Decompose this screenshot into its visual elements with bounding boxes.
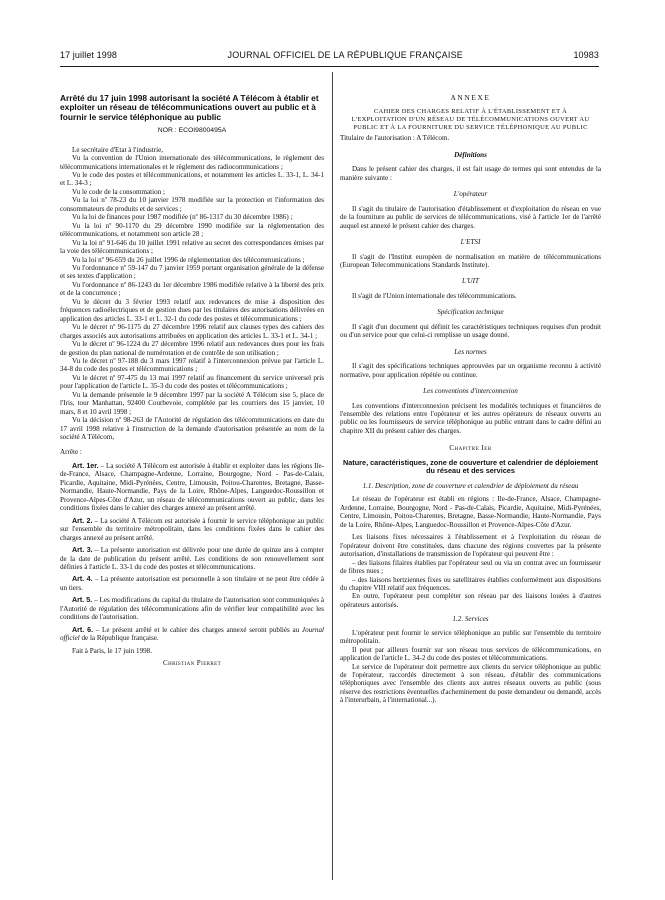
article-text: – Le présent arrêté et le cahier des charges annexé seront publiés au bbox=[93, 625, 302, 634]
visa-paragraph: Vu la loi nº 90-1170 du 29 décembre 1990 modifiée sur la réglementation des télécommunications, et notamment son article 28 ; bbox=[60, 221, 324, 239]
def-heading-operateur: L'opérateur bbox=[453, 190, 488, 199]
article-label: Art. 2. bbox=[72, 516, 93, 525]
article-label: Art. 6. bbox=[72, 625, 94, 634]
list-item: – des liaisons filaires établies par l'opérateur seul ou via un contrat avec un fournisseur de fibres nues ; bbox=[340, 558, 601, 576]
liaisons-paragraph: Les liaisons fixes nécessaires à l'établissement et à l'exploitation du réseau de l'opérateur doivent être constituées, dans chacune des régions couvertes par la présente autorisation, d'installations de transmission de l'opérateur qui peuvent être : bbox=[340, 533, 601, 559]
def-heading-spec: Spécification technique bbox=[437, 308, 504, 317]
article-label: Art. 5. bbox=[72, 596, 93, 605]
header-rule bbox=[60, 66, 599, 67]
article-label: Art. 4. bbox=[72, 575, 93, 584]
section-1-1-heading: 1.1. Description, zone de couverture et calendrier de déploiement du réseau bbox=[362, 481, 579, 490]
signature: Christian Pierret bbox=[162, 659, 222, 668]
header-page-number: 10983 bbox=[573, 50, 599, 60]
visa-paragraph: Vu la loi de finances pour 1987 modifiée (nº 86-1317 du 30 décembre 1986) ; bbox=[72, 213, 293, 222]
nor-reference: NOR : ECOI9800495A bbox=[157, 127, 227, 135]
arrete-heading: Arrête : bbox=[60, 447, 82, 456]
header-journal-title: JOURNAL OFFICIEL DE LA RÉPUBLIQUE FRANÇAISE bbox=[227, 50, 463, 60]
article-4 bbox=[60, 575, 324, 592]
def-heading-uit: L'UIT bbox=[462, 277, 479, 286]
chapitre-title: Nature, caractéristiques, zone de couverture et calendrier de déploiement du réseau et des services bbox=[342, 457, 599, 476]
visa-paragraph: Vu la loi nº 78-23 du 10 janvier 1978 modifiée sur la protection et l'information des consommateurs de produits et de services ; bbox=[60, 196, 324, 213]
def-text-uit: Il s'agit de l'Union internationale des télécommunications. bbox=[352, 291, 517, 300]
column-divider bbox=[332, 72, 333, 880]
page-header bbox=[60, 50, 599, 64]
right-column bbox=[340, 94, 601, 705]
visa-paragraph: Vu le décret nº 96-1224 du 27 décembre 1996 relatif aux redevances dues pour les frais de gestion du plan national de numérotation et de contrôle de son utilisation ; bbox=[60, 340, 324, 357]
definitions-heading: Définitions bbox=[454, 150, 487, 159]
visa-paragraph: Vu le code des postes et télécommunications, et notamment les articles L. 33-1, L. 34-1 et L. 34-3 ; bbox=[60, 171, 324, 188]
visa-paragraph: Vu la convention de l'Union internationale des télécommunications, le règlement des télécommunications internationales et le règlement des radiocommunications ; bbox=[60, 154, 324, 171]
journal-officiel-italic: Journal officiel bbox=[60, 625, 324, 643]
visa-paragraph: Vu le décret nº 96-1175 du 27 décembre 1996 relatif aux clauses types des cahiers des charges associés aux autorisations attribuées en application des articles L. 33-1 et L. 34-1 ; bbox=[60, 323, 324, 340]
def-heading-conventions: Les conventions d'interconnexion bbox=[423, 387, 518, 396]
visa-paragraph: Vu l'ordonnance nº 86-1243 du 1er décembre 1986 modifiée relative à la liberté des prix et de la concurrence ; bbox=[60, 280, 324, 298]
services-paragraph: Il peut par ailleurs fournir sur son réseau tous services de télécommunications, en application de l'article L. 34-2 du code des postes et télécommunications. bbox=[340, 645, 601, 663]
def-text-etsi: Il s'agit de l'Institut européen de normalisation en matière de télécommunications (European Telecommunications Standards Institute). bbox=[340, 252, 601, 269]
visa-paragraph: Vu le code de la consommation ; bbox=[72, 187, 165, 196]
list-item: – des liaisons hertziennes fixes ou satellitaires établies conformément aux dispositions du chapitre VIII relatif aux fréquences. bbox=[340, 575, 601, 592]
chapitre-heading: Chapitre Ier bbox=[449, 444, 492, 453]
def-text-spec: Il s'agit d'un document qui définit les caractéristiques techniques requises d'un produit ou d'un service pour que celui-ci remplisse un usage donné. bbox=[340, 322, 601, 340]
visa-paragraph: Vu la loi nº 91-646 du 10 juillet 1991 relative au secret des correspondances émises par la voie des télécommunications ; bbox=[60, 238, 324, 256]
annexe-heading: ANNEXE bbox=[450, 93, 491, 102]
def-text-operateur: Il s'agit du titulaire de l'autorisation d'établissement et d'exploitation du réseau en vue de la fourniture au public de services de télécommunications, visé à l'article 1er de l'arrêté auquel est annexé le présent cahier des charges. bbox=[340, 204, 601, 230]
article-text: – La présente autorisation est délivrée pour une durée de quinze ans à compter de la date de publication du présent arrêté. Les conditions de son renouvellement sont définies à l'article L. 33-1 du code des postes et télécommunications. bbox=[60, 546, 324, 571]
def-heading-etsi: L'ETSI bbox=[460, 238, 481, 247]
titulaire: Titulaire de l'autorisation : A Télécom. bbox=[340, 134, 450, 143]
visa-paragraph: Vu la décision nº 98-263 de l'Autorité de régulation des télécommunications en date du 17 avril 1998 relative à l'instruction de la demande d'autorisation présentée au nom de la société A Télécom, bbox=[60, 416, 324, 442]
def-heading-normes: Les normes bbox=[454, 347, 487, 356]
reseau-paragraph: Le réseau de l'opérateur est établi en régions : Ile-de-France, Alsace, Champagne-Ardenne, Lorraine, Bourgogne, Nord - Pas-de-Calais, Picardie, Aquitaine, Midi-Pyrénées, Centre, Limousin, Poitou-Charentes, Bretagne, Basse-Normandie, Haute-Normandie, Pays de la Loire, Rhône-Alpes, Languedoc-Roussillon et Provence-Alpes-Côte d'Azur. bbox=[340, 495, 601, 529]
done-at: Fait à Paris, le 17 juin 1998. bbox=[72, 646, 152, 655]
article-3 bbox=[60, 546, 324, 571]
visa-paragraph: Vu le décret nº 97-475 du 13 mai 1997 relatif au financement du service universel pris pour l'application de l'article L. 35-3 du code des postes et télécommunications ; bbox=[60, 373, 324, 391]
visa-paragraph: Vu le décret du 3 février 1993 relatif aux redevances de mise à disposition des fréquences radioélectriques et de gestion dues par les titulaires des autorisations délivrées en application des articles L. 33-1 et L. 32-1 du code des postes et télécommunications ; bbox=[60, 297, 324, 323]
article-5 bbox=[60, 596, 324, 621]
visa-paragraph: Vu le décret nº 97-188 du 3 mars 1997 relatif à l'interconnexion prévue par l'article L. 34-8 du code des postes et télécommunications ; bbox=[60, 357, 324, 374]
article-1 bbox=[60, 462, 324, 513]
article-label: Art. 3. bbox=[72, 546, 93, 555]
header-date: 17 juillet 1998 bbox=[60, 50, 118, 60]
arrete-title: Arrêté du 17 juin 1998 autorisant la société A Télécom à établir et exploiter un réseau de télécommunications ouvert au public et à fournir le service téléphonique au public bbox=[60, 93, 319, 122]
article-text: – Les modifications du capital du titulaire de l'autorisation sont communiquées à l'Autorité de régulation des télécommunications afin de vérifier leur compatibilité avec les conditions de l'autorisation. bbox=[60, 596, 325, 622]
visa-paragraph: Vu l'ordonnance nº 59-147 du 7 janvier 1959 portant organisation générale de la défense et ses textes d'application ; bbox=[60, 264, 324, 281]
left-column bbox=[60, 94, 324, 668]
cahier-title: CAHIER DES CHARGES RELATIF À L'ÉTABLISSEMENT ET À L'EXPLOITATION D'UN RÉSEAU DE TÉLÉCOMMUNICATIONS OUVERT AU PUBLIC ET À LA FOURNITURE DU SERVICE TÉLÉPHONIQUE AU PUBLIC bbox=[351, 108, 590, 132]
article-2 bbox=[60, 517, 324, 542]
article-text: – La présente autorisation est personnelle à son titulaire et ne peut être cédée à un tiers. bbox=[60, 575, 324, 592]
def-text-normes: Il s'agit des spécifications techniques approuvées par un organisme reconnu à activité normative, pour application répétée ou continue. bbox=[340, 362, 601, 379]
entre-paragraph: En outre, l'opérateur peut compléter son réseau par des liaisons louées à d'autres opérateurs autorisés. bbox=[340, 592, 601, 609]
article-text: de la République française. bbox=[79, 634, 159, 643]
article-text: – La société A Télécom est autorisée à fournir le service téléphonique au public sur l'ensemble du territoire métropolitain, dans les conditions fixées dans le cahier des charges annexé au présent arrêté. bbox=[60, 516, 324, 542]
intro-paragraph: Le secrétaire d'Etat à l'industrie, bbox=[72, 145, 163, 154]
services-paragraph: L'opérateur peut fournir le service téléphonique au public sur l'ensemble du territoire métropolitain. bbox=[340, 628, 601, 646]
section-1-2-heading: 1.2. Services bbox=[452, 615, 489, 624]
def-text-conventions: Les conventions d'interconnexion précisent les modalités techniques et financières de l'ensemble des relations entre l'opérateur et les autres opérateurs de réseaux ouverts au public ou les fournisseurs de service téléphonique au public entrant dans le cadre défini au chapitre XII du présent cahier des charges. bbox=[340, 401, 601, 435]
article-label: Art. 1er. bbox=[72, 461, 99, 470]
article-text: – La société A Télécom est autorisée à établir et exploiter dans les régions Ile-de-France, Alsace, Champagne-Ardenne, Lorraine, Bourgogne, Nord - Pas-de-Calais, Picardie, Aquitaine, Midi-Pyrénées, Centre, Limousin, Poitou-Charentes, Bretagne, Basse-Normandie, Haute-Normandie, Pays de la Loire, Rhône-Alpes, Languedoc-Roussillon et Provence-Alpes-Côte d'Azur, un réseau de télécommunications ouvert au public, dans les conditions fixées dans le cahier des charges annexé au présent arrêté. bbox=[60, 461, 324, 513]
services-paragraph: Le service de l'opérateur doit permettre aux clients du service téléphonique au public de l'opérateur, raccordés directement à son réseau, d'établir des communications téléphoniques avec l'ensemble des clients aux autres réseaux ouverts au public (sous réserve des restrictions éventuelles d'acheminement du poste demandeur ou demandé, accès à l'interurbain, à l'international...). bbox=[340, 662, 601, 705]
visa-paragraph: Vu la demande présentée le 9 décembre 1997 par la société A Télécom sise 5, place de l'Iris, tour Manhattan, 92400 Courbevoie, complétée par les courriers des 15 janvier, 10 mars, 8 et 10 avril 1998 ; bbox=[60, 390, 324, 416]
article-6 bbox=[60, 626, 324, 643]
visa-paragraph: Vu la loi nº 96-659 du 26 juillet 1996 de réglementation des télécommunications ; bbox=[72, 255, 305, 264]
definitions-intro: Dans le présent cahier des charges, il est fait usage de termes qui sont entendus de la manière suivante : bbox=[340, 165, 601, 182]
